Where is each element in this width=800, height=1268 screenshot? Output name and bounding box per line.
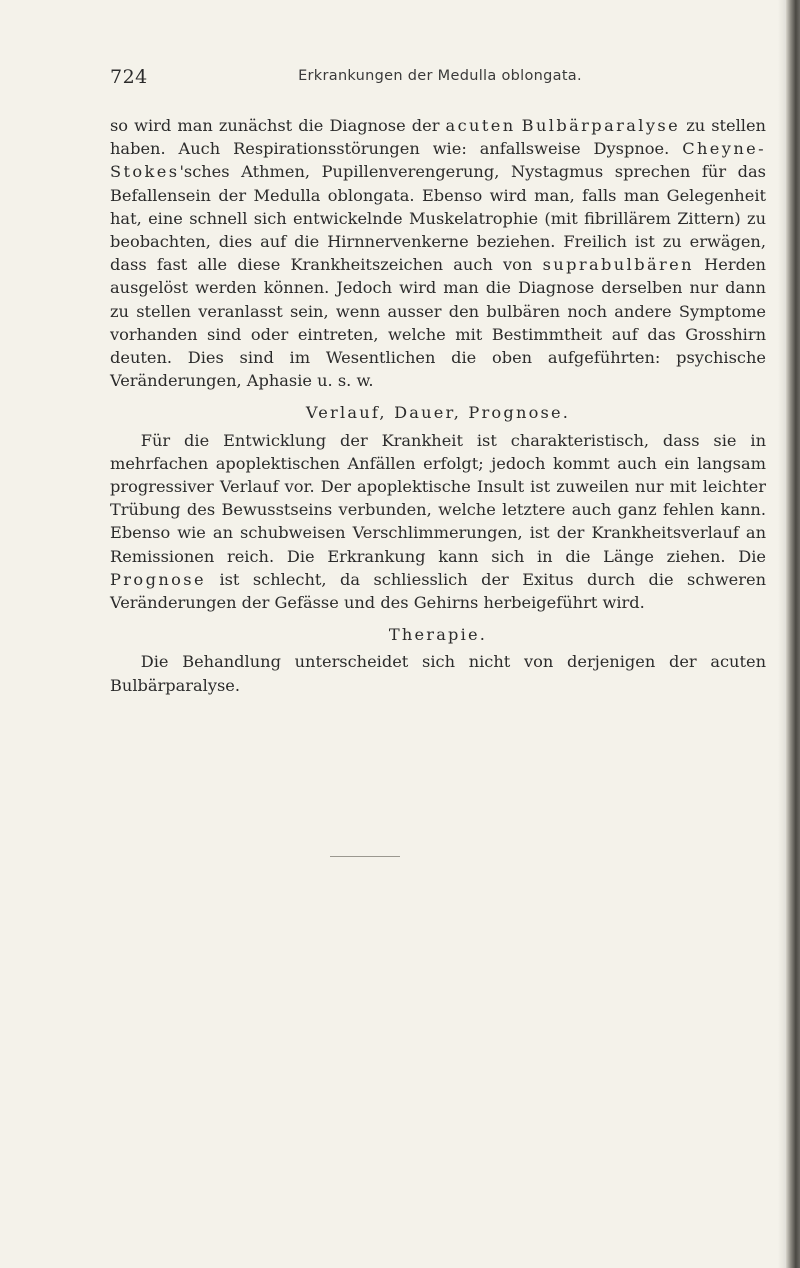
emphasis-cheyne-stokes: Cheyne-Stokes [110,139,766,182]
section-heading-therapie: Therapie. [388,625,488,645]
emphasis-suprabulbaeren: suprabulbären [542,255,694,275]
text-run: 'sches Athmen, Pupillenverengerung, Nystagmus sprechen für das Befallensein der Medulla oblongata. Ebenso wird man, falls man Gelegenheit hat, eine schnell sich entwickelnde Muskelatrophie (mit fibrillärem Zittern) zu beobachten, dies auf die Hirnnervenkerne beziehen. Freilich ist zu erwägen, dass fast alle diese Krankheitszeichen auch von [110,162,766,275]
text-run: zu stellen haben. Auch Respirationsstörungen wie: anfallsweise Dyspnoe. [110,116,766,159]
page-number: 724 [110,66,148,88]
text-run: so wird man zunächst die Diagnose der [110,116,446,135]
section-divider [330,856,400,857]
emphasis-acuten: acuten [445,116,516,135]
body-text [110,114,766,697]
paragraph-verlauf [110,429,766,615]
emphasis-prognose: Prognose [110,569,206,589]
text-run: ist schlecht, da schliesslich der Exitus durch die schweren Veränderungen der Gefässe und des Gehirns herbeigeführt wird. [110,569,766,613]
text-run: Herden ausgelöst werden können. Jedoch wird man die Diagnose derselben nur dann zu stellen veranlasst sein, wenn ausser den bulbären noch andere Symptome vorhanden sind oder eintreten, welche mit Bestimmtheit auf das Grosshirn deuten. Dies sind im Wesentlichen die oben aufgeführten: psychische Veränderungen, Aphasie u. s. w. [110,255,766,391]
paragraph-therapie: Die Behandlung unterscheidet sich nicht von derjenigen der acuten Bulbärparalyse. [110,652,766,695]
emphasis-bulbaerparalyse: Bulbärparalyse [521,116,681,135]
paragraph-diagnosis [110,114,766,392]
running-head: Erkrankungen der Medulla oblongata. [298,68,582,84]
scan-edge [786,0,800,1268]
scan-edge-shadow [778,0,786,1268]
section-heading-verlauf: Verlauf, Dauer, Prognose. [305,403,571,423]
text-run: Für die Entwicklung der Krankheit ist charakteristisch, dass sie in mehrfachen apoplektischen Anfällen erfolgt; jedoch kommt auch ein langsam progressiver Verlauf vor. Der apoplektische Insult ist zuweilen nur mit leichter Trübung des Bewusstseins verbunden, welche letztere auch ganz fehlen kann. Ebenso wie an schubweisen Verschlimmerungen, ist der Krankheitsverlauf an Remissionen reich. Die Erkrankung kann sich in die Länge ziehen. Die [110,430,766,566]
page-header [110,66,770,90]
